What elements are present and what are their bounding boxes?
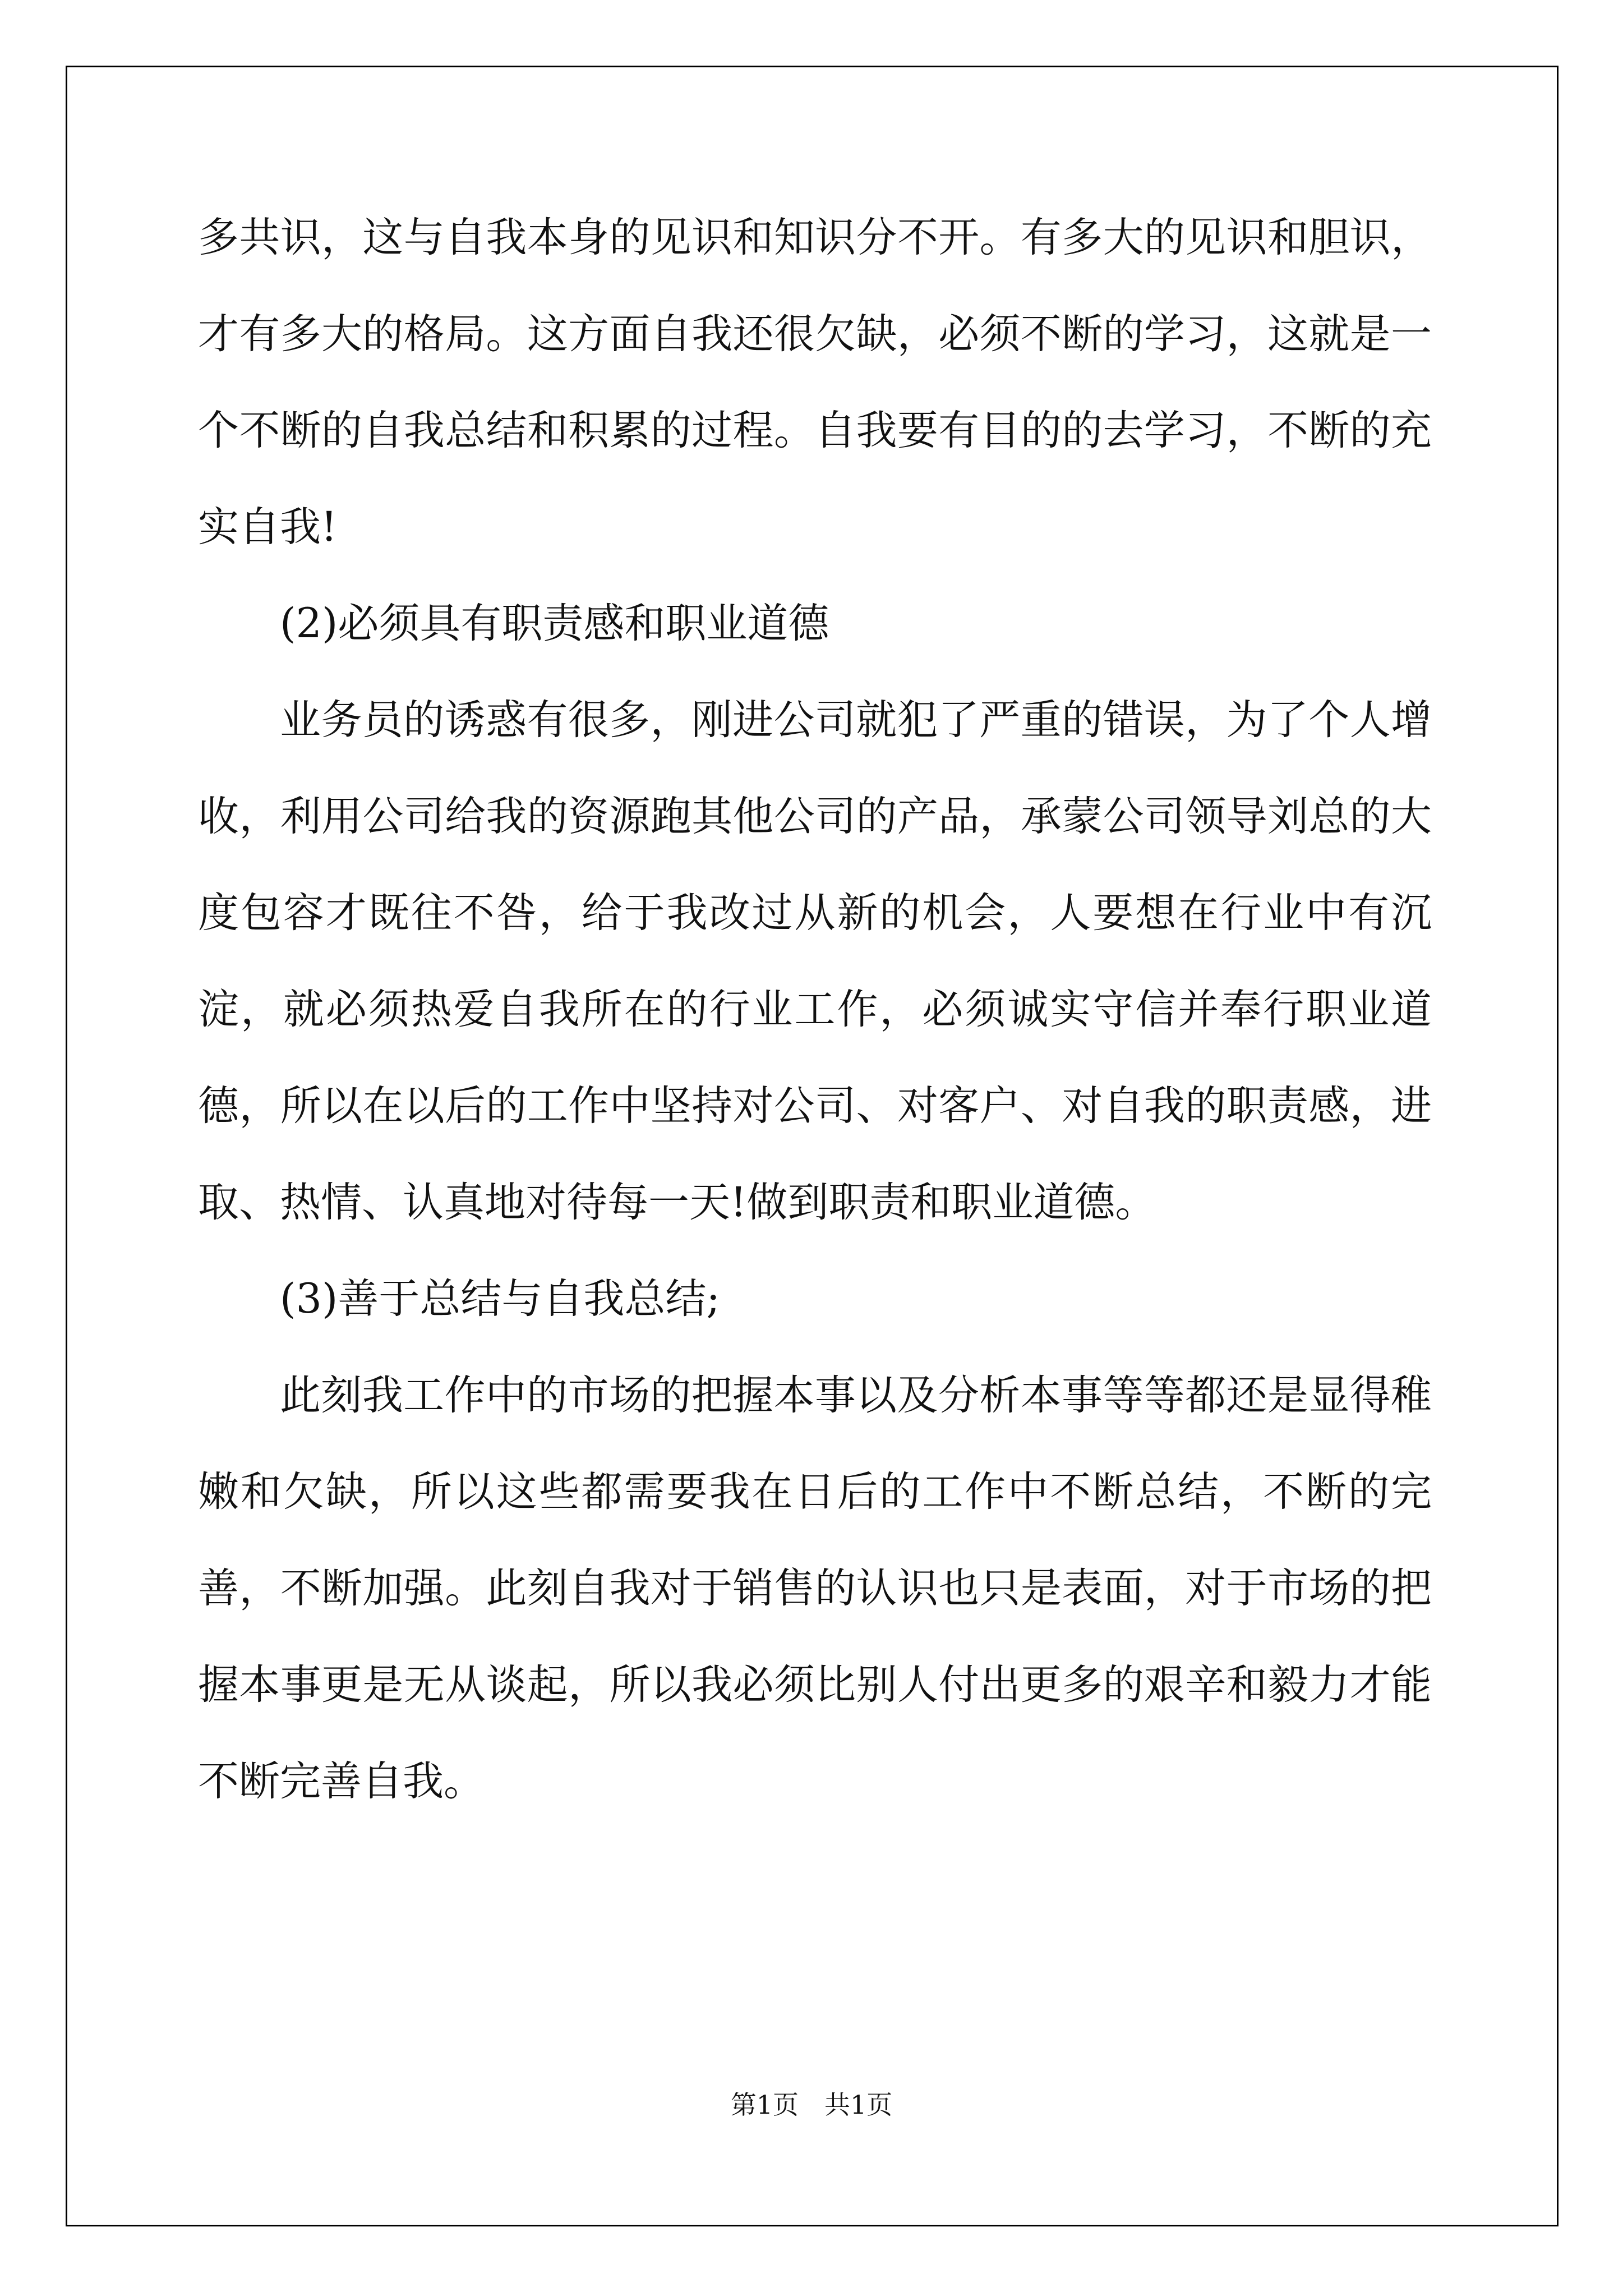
page-number: 第1页 — [730, 2090, 799, 2120]
heading-3-summary: (3)善于总结与自我总结; — [280, 1275, 720, 1323]
document-body — [198, 190, 1432, 1830]
paragraph-5: 此刻我工作中的市场的把握本事以及分析本事等等都还是显得稚嫩和欠缺，所以这些都需要我在日后的工作中不断总结，不断的完善，不断加强。此刻自我对于销售的认识也只是表面，对于市场的把握本事更是无从谈起，所以我必须比别人付出更多的艰辛和毅力才能不断完善自我。 — [198, 1372, 1432, 1805]
paragraph-1: 多共识，这与自我本身的见识和知识分不开。有多大的见识和胆识，才有多大的格局。这方面自我还很欠缺，必须不断的学习，这就是一个不断的自我总结和积累的过程。自我要有目的的去学习，不断的充实自我! — [198, 214, 1432, 551]
heading-2-responsibility: (2)必须具有职责感和职业道德 — [280, 600, 829, 647]
paragraph-3: 业务员的诱惑有很多，刚进公司就犯了严重的错误，为了个人增收，利用公司给我的资源跑其他公司的产品，承蒙公司领导刘总的大度包容才既往不咎，给于我改过从新的机会，人要想在行业中有沉淀，就必须热爱自我所在的行业工作，必须诚实守信并奉行职业道德，所以在以后的工作中坚持对公司、对客户、对自我的职责感，进取、热情、认真地对待每一天!做到职责和职业道德。 — [198, 696, 1432, 1226]
page-footer — [0, 2088, 1623, 2122]
page-total: 共1页 — [824, 2090, 893, 2120]
